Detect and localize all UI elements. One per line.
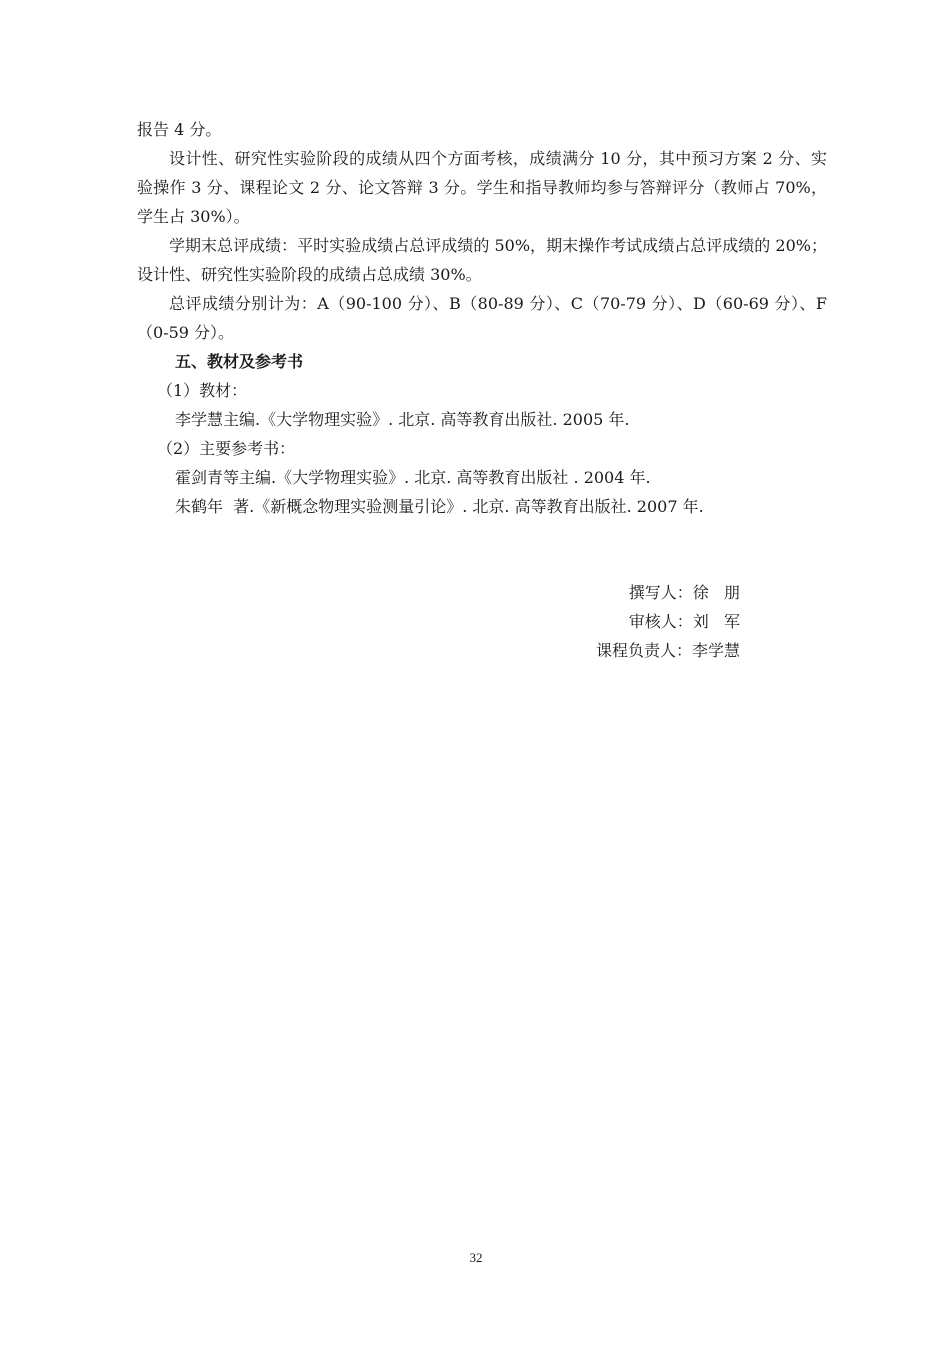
section-heading-textbooks: 五、教材及参考书 [175, 352, 304, 371]
textbook-entry: 李学慧主编.《大学物理实验》. 北京. 高等教育出版社. 2005 年. [175, 410, 630, 429]
signature-reviewer: 审核人：刘 军 [628, 612, 740, 631]
signature-block [596, 578, 740, 665]
reference-entry-2: 朱鹤年 著.《新概念物理实验测量引论》. 北京. 高等教育出版社. 2007 年. [175, 497, 704, 516]
references-label: （2）主要参考书： [157, 439, 296, 458]
paragraph-grade-levels: 总评成绩分别计为：A（90-100 分）、B（80-89 分）、C（70-79 分）、D（60-69 分）、F（0-59 分）。 [137, 294, 827, 342]
body-text [137, 115, 827, 521]
page-number: 32 [469, 1250, 483, 1265]
reference-entry-1: 霍剑青等主编.《大学物理实验》. 北京. 高等教育出版社 . 2004 年. [175, 468, 651, 487]
paragraph-final-score: 学期末总评成绩：平时实验成绩占总评成绩的 50%，期末操作考试成绩占总评成绩的 20%；设计性、研究性实验阶段的成绩占总成绩 30%。 [137, 236, 827, 284]
paragraph-design-experiment-score: 设计性、研究性实验阶段的成绩从四个方面考核，成绩满分 10 分，其中预习方案 2 分、实验操作 3 分、课程论文 2 分、论文答辩 3 分。学生和指导教师均参与答辩评分（教师占 70%，学生占 30%）。 [137, 149, 827, 226]
signature-writer: 撰写人：徐 朋 [628, 583, 740, 602]
paragraph-score-report: 报告 4 分。 [137, 120, 222, 139]
textbook-label: （1）教材： [157, 381, 248, 400]
signature-course-owner: 课程负责人：李学慧 [595, 641, 740, 660]
